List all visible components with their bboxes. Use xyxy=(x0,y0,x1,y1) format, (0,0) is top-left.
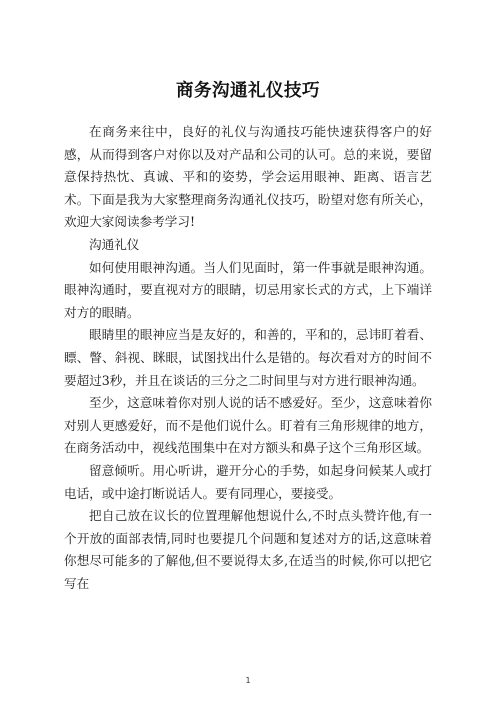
section-heading: 沟通礼仪 xyxy=(89,236,140,252)
page-number: 1 xyxy=(245,676,251,685)
body-paragraph: 眼睛里的眼神应当是友好的，和善的，平和的，忌讳盯着看、瞟、瞥、斜视、眯眼，试图找出什么是错的。每次看对方的时间不要超过3秒，并且在谈话的三分之二时间里与对方进行眼神沟通。 xyxy=(64,327,432,388)
intro-paragraph: 在商务来往中，良好的礼仪与沟通技巧能快速获得客户的好感，从而得到客户对你以及对产品和公司的认可。总的来说，要留意保持热忱、真诚、平和的姿势，学会运用眼神、距离、语言艺术。下面是我为大家整理商务沟通礼仪技巧，盼望对您有所关心，欢迎大家阅读参考学习! xyxy=(64,124,432,230)
body-paragraph: 如何使用眼神沟通。当人们见面时，第一件事就是眼神沟通。眼神沟通时，要直视对方的眼睛，切忌用家长式的方式，上下端详对方的眼睛。 xyxy=(64,259,432,320)
body-paragraph: 至少，这意味着你对别人说的话不感爱好。至少，这意味着你对别人更感爱好，而不是他们说什么。盯着有三角形规律的地方，在商务活动中，视线范围集中在对方额头和鼻子这个三角形区域。 xyxy=(64,395,432,456)
body-paragraph: 把自己放在议长的位置理解他想说什么,不时点头赞许他,有一个开放的面部表情,同时也要提几个问题和复述对方的话,这意味着你想尽可能多的了解他,但不要说得太多,在适当的时候,你可以把它写在 xyxy=(64,508,432,591)
document-title: 商务沟通礼仪技巧 xyxy=(176,81,320,101)
body-paragraph: 留意倾听。用心听讲，避开分心的手势，如起身问候某人或打电话，或中途打断说话人。要有同理心，要接受。 xyxy=(64,462,432,501)
document-body xyxy=(64,121,432,595)
